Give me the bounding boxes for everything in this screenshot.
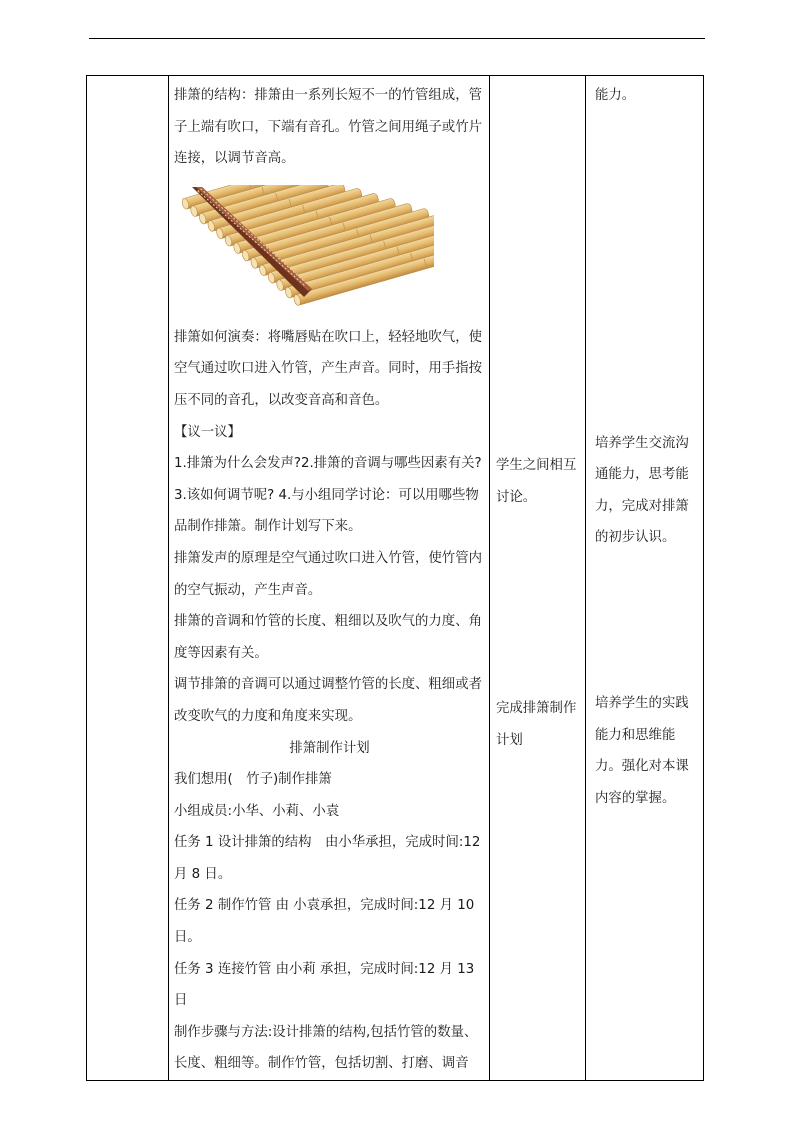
answer-1: 排箫发声的原理是空气通过吹口进入竹管，使竹管内的空气振动，产生声音。 xyxy=(174,550,482,598)
task-3: 任务 3 连接竹管 由小莉 承担，完成时间:12 月 13 日 xyxy=(174,961,475,1009)
goal-ability: 能力。 xyxy=(595,88,636,103)
discuss-questions: 1.排箫为什么会发声?2.排箫的音调与哪些因素有关?3.该如何调节呢? 4.与小组同学讨论：可以用哪些物品制作排箫。制作计划写下来。 xyxy=(174,456,482,535)
empty-cell xyxy=(87,76,169,1081)
goal-practice: 培养学生的实践能力和思维能力。强化对本课内容的掌握。 xyxy=(595,695,689,806)
task-1: 任务 1 设计排箫的结构 由小华承担，完成时间:12 月 8 日。 xyxy=(174,835,481,882)
pan-flute-icon xyxy=(174,185,434,315)
lesson-table xyxy=(86,75,704,1081)
plan-material: 我们想用( 竹子)制作排箫 xyxy=(174,772,332,788)
steps-text: 制作步骤与方法:设计排箫的结构,包括竹管的数量、长度、粗细等。制作竹管，包括切割、打磨、调音 xyxy=(174,1024,478,1072)
task-2: 任务 2 制作竹管 由 小袁承担，完成时间:12 月 10 日。 xyxy=(174,898,475,946)
goal-cell xyxy=(586,76,704,1081)
content-cell xyxy=(169,76,490,1081)
pan-flute-image xyxy=(174,175,485,322)
activity-discuss: 学生之间相互讨论。 xyxy=(496,458,577,505)
activity-plan: 完成排箫制作计划 xyxy=(496,701,577,748)
goal-communication: 培养学生交流沟通能力，思考能力，完成对排箫的初步认识。 xyxy=(595,435,689,546)
table-row xyxy=(87,76,704,1081)
play-text: 排箫如何演奏：将嘴唇贴在吹口上，轻轻地吹气，使空气通过吹口进入竹管，产生声音。同时，用手指按压不同的音孔，以改变音高和音色。 xyxy=(174,329,482,408)
plan-title: 排箫制作计划 xyxy=(289,740,370,756)
plan-members: 小组成员:小华、小莉、小袁 xyxy=(174,803,340,819)
discuss-title: 【议一议】 xyxy=(174,424,241,440)
answer-2: 排箫的音调和竹管的长度、粗细以及吹气的力度、角度等因素有关。 xyxy=(174,614,482,661)
activity-cell xyxy=(490,76,586,1081)
answer-3: 调节排箫的音调可以通过调整竹管的长度、粗细或者改变吹气的力度和角度来实现。 xyxy=(174,677,482,724)
header-rule xyxy=(89,38,705,39)
structure-text: 排箫的结构：排箫由一系列长短不一的竹管组成，管子上端有吹口，下端有音孔。竹管之间用绳子或竹片连接，以调节音高。 xyxy=(174,88,482,167)
